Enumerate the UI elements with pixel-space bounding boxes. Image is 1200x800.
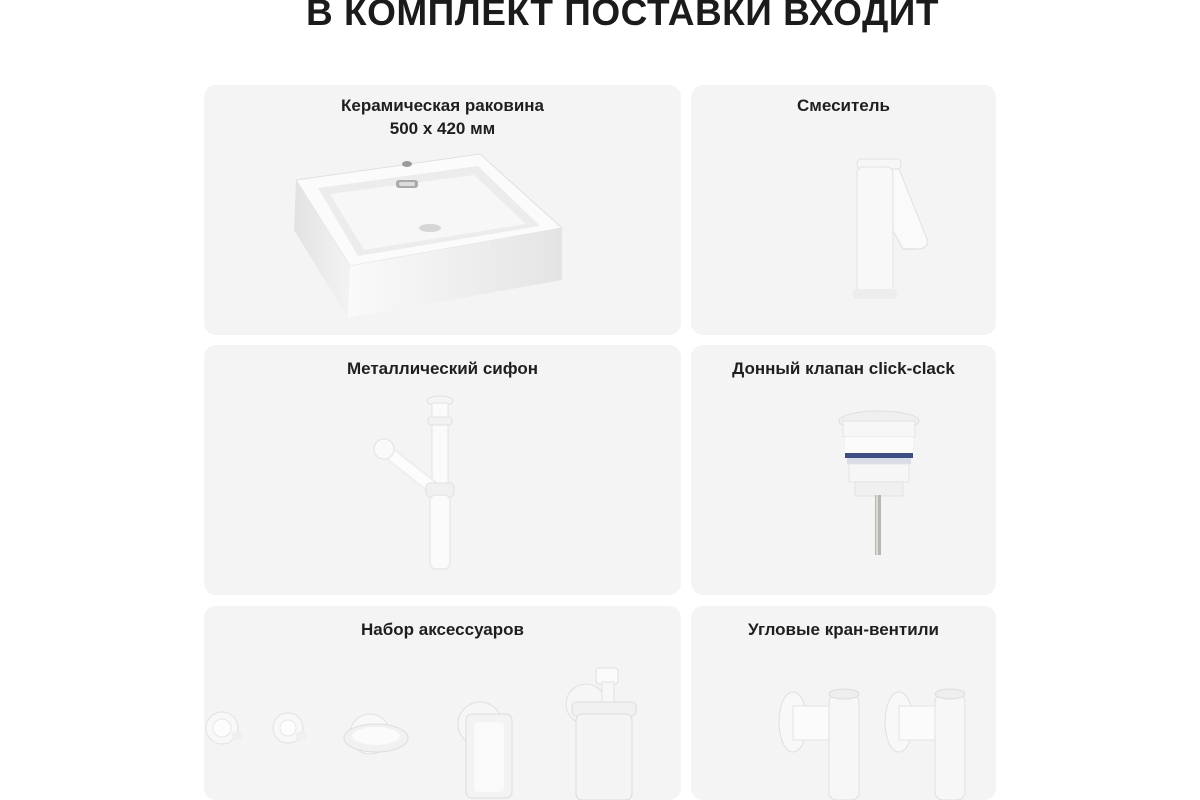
item-title-line1: Керамическая раковина xyxy=(341,96,544,115)
siphon-image xyxy=(372,395,482,575)
item-card-siphon xyxy=(204,345,681,595)
item-title-line1: Набор аксессуаров xyxy=(361,620,524,639)
angle-valve-icon xyxy=(885,689,965,800)
page-title: В КОМПЛЕКТ ПОСТАВКИ ВХОДИТ xyxy=(305,0,940,33)
item-title-line1: Смеситель xyxy=(796,96,891,115)
item-title-line1: Донный клапан click-clack xyxy=(732,359,955,378)
item-card-ceramic-sink xyxy=(204,85,681,335)
ceramic-sink-image xyxy=(290,150,570,320)
item-title xyxy=(691,618,996,641)
angle-valves-image xyxy=(775,684,985,800)
item-title xyxy=(691,357,996,380)
item-title xyxy=(204,94,681,140)
tumbler-icon xyxy=(458,702,512,798)
item-card-drain-valve xyxy=(691,345,996,595)
soap-dish-icon xyxy=(344,714,408,754)
item-title-line2: 500 х 420 мм xyxy=(389,119,496,138)
item-title xyxy=(204,618,681,641)
hook-icon xyxy=(206,712,242,744)
item-title-line1: Угловые кран-вентили xyxy=(748,620,939,639)
item-title-line1: Металлический сифон xyxy=(346,359,539,378)
hook-icon xyxy=(273,713,306,743)
item-card-faucet xyxy=(691,85,996,335)
drain-valve-image xyxy=(831,409,931,559)
item-title xyxy=(691,94,996,117)
faucet-image xyxy=(841,153,941,303)
angle-valve-icon xyxy=(779,689,859,800)
item-card-accessory-set xyxy=(204,606,681,800)
accessory-set-image xyxy=(204,662,644,800)
item-card-angle-valves xyxy=(691,606,996,800)
soap-dispenser-icon xyxy=(566,668,636,800)
item-title xyxy=(204,357,681,380)
